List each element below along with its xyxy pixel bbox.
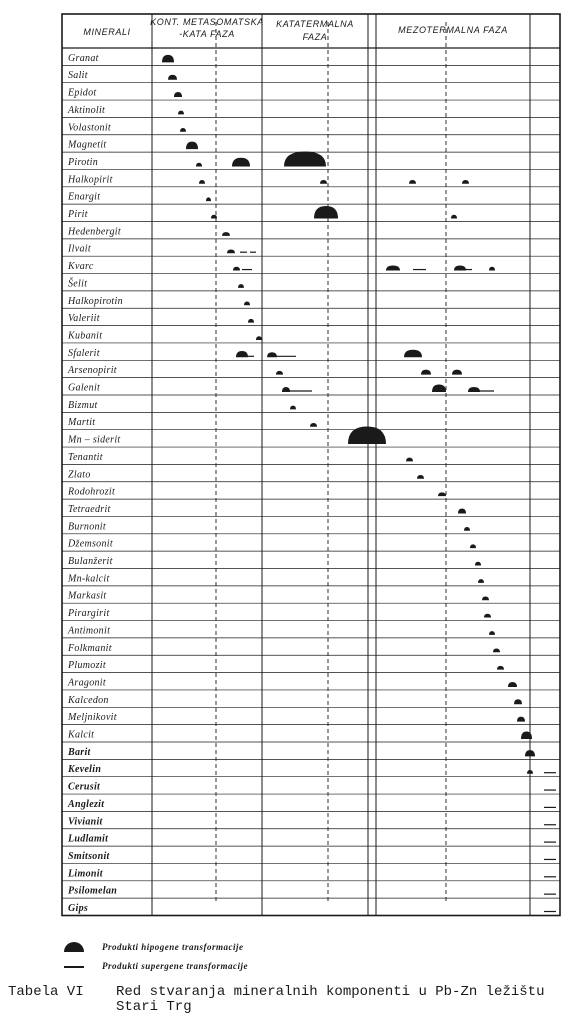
- mineral-label: Barit: [68, 746, 91, 758]
- hypogene-mark: [404, 350, 422, 358]
- header-phase3: MEZOTERMALNA FAZA: [398, 25, 508, 35]
- hypogene-mark: [206, 197, 211, 201]
- mineral-label: Aragonit: [68, 677, 106, 689]
- mineral-label: Smitsonit: [68, 850, 110, 862]
- hypogene-mark: [432, 385, 446, 393]
- mineral-label: Meljnikovit: [68, 712, 117, 724]
- mineral-label: Burnonit: [68, 521, 106, 533]
- mineral-label: Volastonit: [68, 122, 112, 134]
- hypogene-mark: [458, 508, 466, 513]
- hypogene-mark: [482, 596, 489, 600]
- legend-hypogene-label: Produkti hipogene transformacije: [102, 942, 244, 952]
- header-phase1-line1: KONT. METASOMATSKA: [150, 17, 264, 27]
- mineral-label: Šelit: [68, 278, 88, 290]
- hypogene-mark: [233, 267, 240, 271]
- hypogene-mark: [276, 371, 283, 375]
- mineral-label: Tenantit: [68, 451, 103, 463]
- hypogene-mark: [256, 336, 262, 340]
- header-phase2-line2: FAZA: [302, 32, 328, 42]
- mineral-label: Mn-kalcit: [68, 573, 110, 585]
- hypogene-mark: [236, 351, 248, 357]
- hypogene-mark: [464, 527, 470, 531]
- mineral-label: Gips: [68, 903, 89, 914]
- legend-supergene: [62, 957, 248, 975]
- hypogene-mark: [320, 180, 327, 184]
- formation-marks: [162, 55, 556, 912]
- mineral-label: Tetraedrit: [68, 503, 111, 515]
- hypogene-mark: [174, 92, 182, 97]
- hypogene-mark: [199, 180, 205, 184]
- mineral-label: Bulanžerit: [68, 556, 113, 567]
- mineral-label: Plumozit: [68, 660, 106, 672]
- mineral-label: Hedenbergit: [68, 226, 121, 238]
- hypogene-mark: [508, 682, 517, 687]
- mineral-label: Halkopirit: [68, 174, 113, 186]
- mineral-label: Folkmanit: [68, 642, 112, 654]
- hypogene-mark: [310, 423, 317, 427]
- mineral-label: Ludlamit: [68, 833, 109, 845]
- mineral-label: Pirit: [68, 209, 88, 220]
- mineral-label: Cerusit: [68, 781, 101, 793]
- mineral-label: Kubanit: [68, 330, 103, 342]
- caption-label: Tabela VI: [8, 984, 84, 1000]
- mineral-label: Halkopirotin: [68, 295, 123, 307]
- header-minerals: MINERALI: [83, 27, 131, 37]
- mineral-label: Granat: [68, 52, 99, 64]
- hypogene-mark: [452, 370, 462, 375]
- hypogene-mark: [493, 649, 500, 653]
- header-phase1-line2: -KATA FAZA: [179, 29, 235, 39]
- table-header: [83, 17, 508, 42]
- mineral-label: Pirargirit: [68, 608, 110, 620]
- hypogene-mark: [244, 302, 250, 306]
- hypogene-mark: [248, 319, 254, 323]
- hypogene-mark: [348, 427, 386, 445]
- mineral-label: Ilvait: [68, 243, 91, 255]
- hypogene-mark: [232, 158, 250, 167]
- hypogene-mark: [406, 458, 413, 462]
- mineral-label: Valeriit: [68, 313, 100, 325]
- mineral-label: Zlato: [68, 469, 91, 481]
- mineral-label: Psilomelan: [68, 885, 118, 897]
- mineral-label: Limonit: [68, 868, 103, 880]
- hypogene-mark: [517, 717, 525, 722]
- hypogene-mark: [178, 111, 184, 115]
- mineral-label: Epidot: [68, 87, 97, 99]
- mineral-label: Antimonit: [68, 625, 111, 637]
- mineral-label: Džemsonit: [68, 538, 113, 550]
- mineral-label: Mn – siderit: [68, 434, 121, 446]
- mineral-label: Sfalerit: [68, 347, 100, 359]
- hypogene-mark: [525, 750, 535, 756]
- legend-hypogene: [62, 938, 244, 956]
- hypogene-mark: [470, 544, 476, 548]
- hypogene-mark: [489, 267, 495, 271]
- mineral-label: Anglezit: [68, 798, 105, 810]
- supergene-symbol-icon: [62, 960, 88, 972]
- mineral-label: Kalcit: [68, 729, 95, 741]
- hypogene-mark: [438, 492, 446, 496]
- hypogene-mark: [196, 163, 202, 167]
- hypogene-mark: [211, 215, 217, 219]
- hypogene-mark: [386, 266, 400, 271]
- mineral-label: Kevelin: [68, 764, 102, 776]
- mineral-label: Kvarc: [68, 261, 94, 273]
- hypogene-mark: [484, 614, 491, 618]
- hypogene-mark: [421, 370, 431, 375]
- table-grid: [62, 14, 560, 916]
- caption-text: Red stvaranja mineralnih komponenti u Pb-Zn ležištu Stari Trg: [116, 984, 545, 1015]
- mineral-label: Arsenopirit: [68, 365, 117, 377]
- hypogene-mark: [168, 75, 177, 80]
- mineral-labels: [67, 53, 123, 914]
- mineral-label: Galenit: [68, 382, 101, 394]
- hypogene-mark: [478, 579, 484, 583]
- mineral-label: Magnetit: [68, 139, 107, 151]
- mineral-label: Rodohrozit: [68, 486, 116, 498]
- hypogene-mark: [186, 142, 198, 150]
- hypogene-mark: [314, 206, 338, 219]
- hypogene-mark: [409, 180, 416, 184]
- hypogene-mark: [238, 284, 244, 288]
- hypogene-mark: [180, 128, 186, 132]
- mineral-label: Salit: [68, 70, 88, 82]
- hypogene-mark: [290, 406, 296, 410]
- hypogene-mark: [462, 180, 469, 184]
- mineral-label: Enargit: [68, 191, 101, 203]
- mineral-label: Vivianit: [68, 816, 103, 828]
- hypogene-mark: [514, 699, 522, 704]
- header-phase2-line1: KATATERMALNA: [276, 19, 354, 29]
- mineral-label: Kalcedon: [68, 694, 109, 706]
- hypogene-mark: [417, 475, 424, 479]
- hypogene-mark: [475, 562, 481, 566]
- hypogene-mark: [489, 631, 495, 635]
- hypogene-mark: [284, 151, 326, 166]
- hypogene-mark: [497, 666, 504, 670]
- hypogene-mark: [222, 232, 230, 236]
- mineral-label: Pirotin: [68, 156, 99, 168]
- hypogene-mark: [451, 215, 457, 219]
- mineral-label: Martit: [68, 417, 96, 429]
- hypogene-mark: [227, 249, 235, 253]
- legend-supergene-label: Produkti supergene transformacije: [102, 961, 249, 971]
- mineral-label: Bizmut: [68, 399, 98, 411]
- hypogene-mark: [527, 770, 533, 774]
- mineral-label: Aktinolit: [68, 104, 106, 116]
- hypogene-symbol-icon: [62, 941, 88, 953]
- hypogene-mark: [162, 55, 174, 63]
- mineral-label: Markasit: [68, 590, 107, 602]
